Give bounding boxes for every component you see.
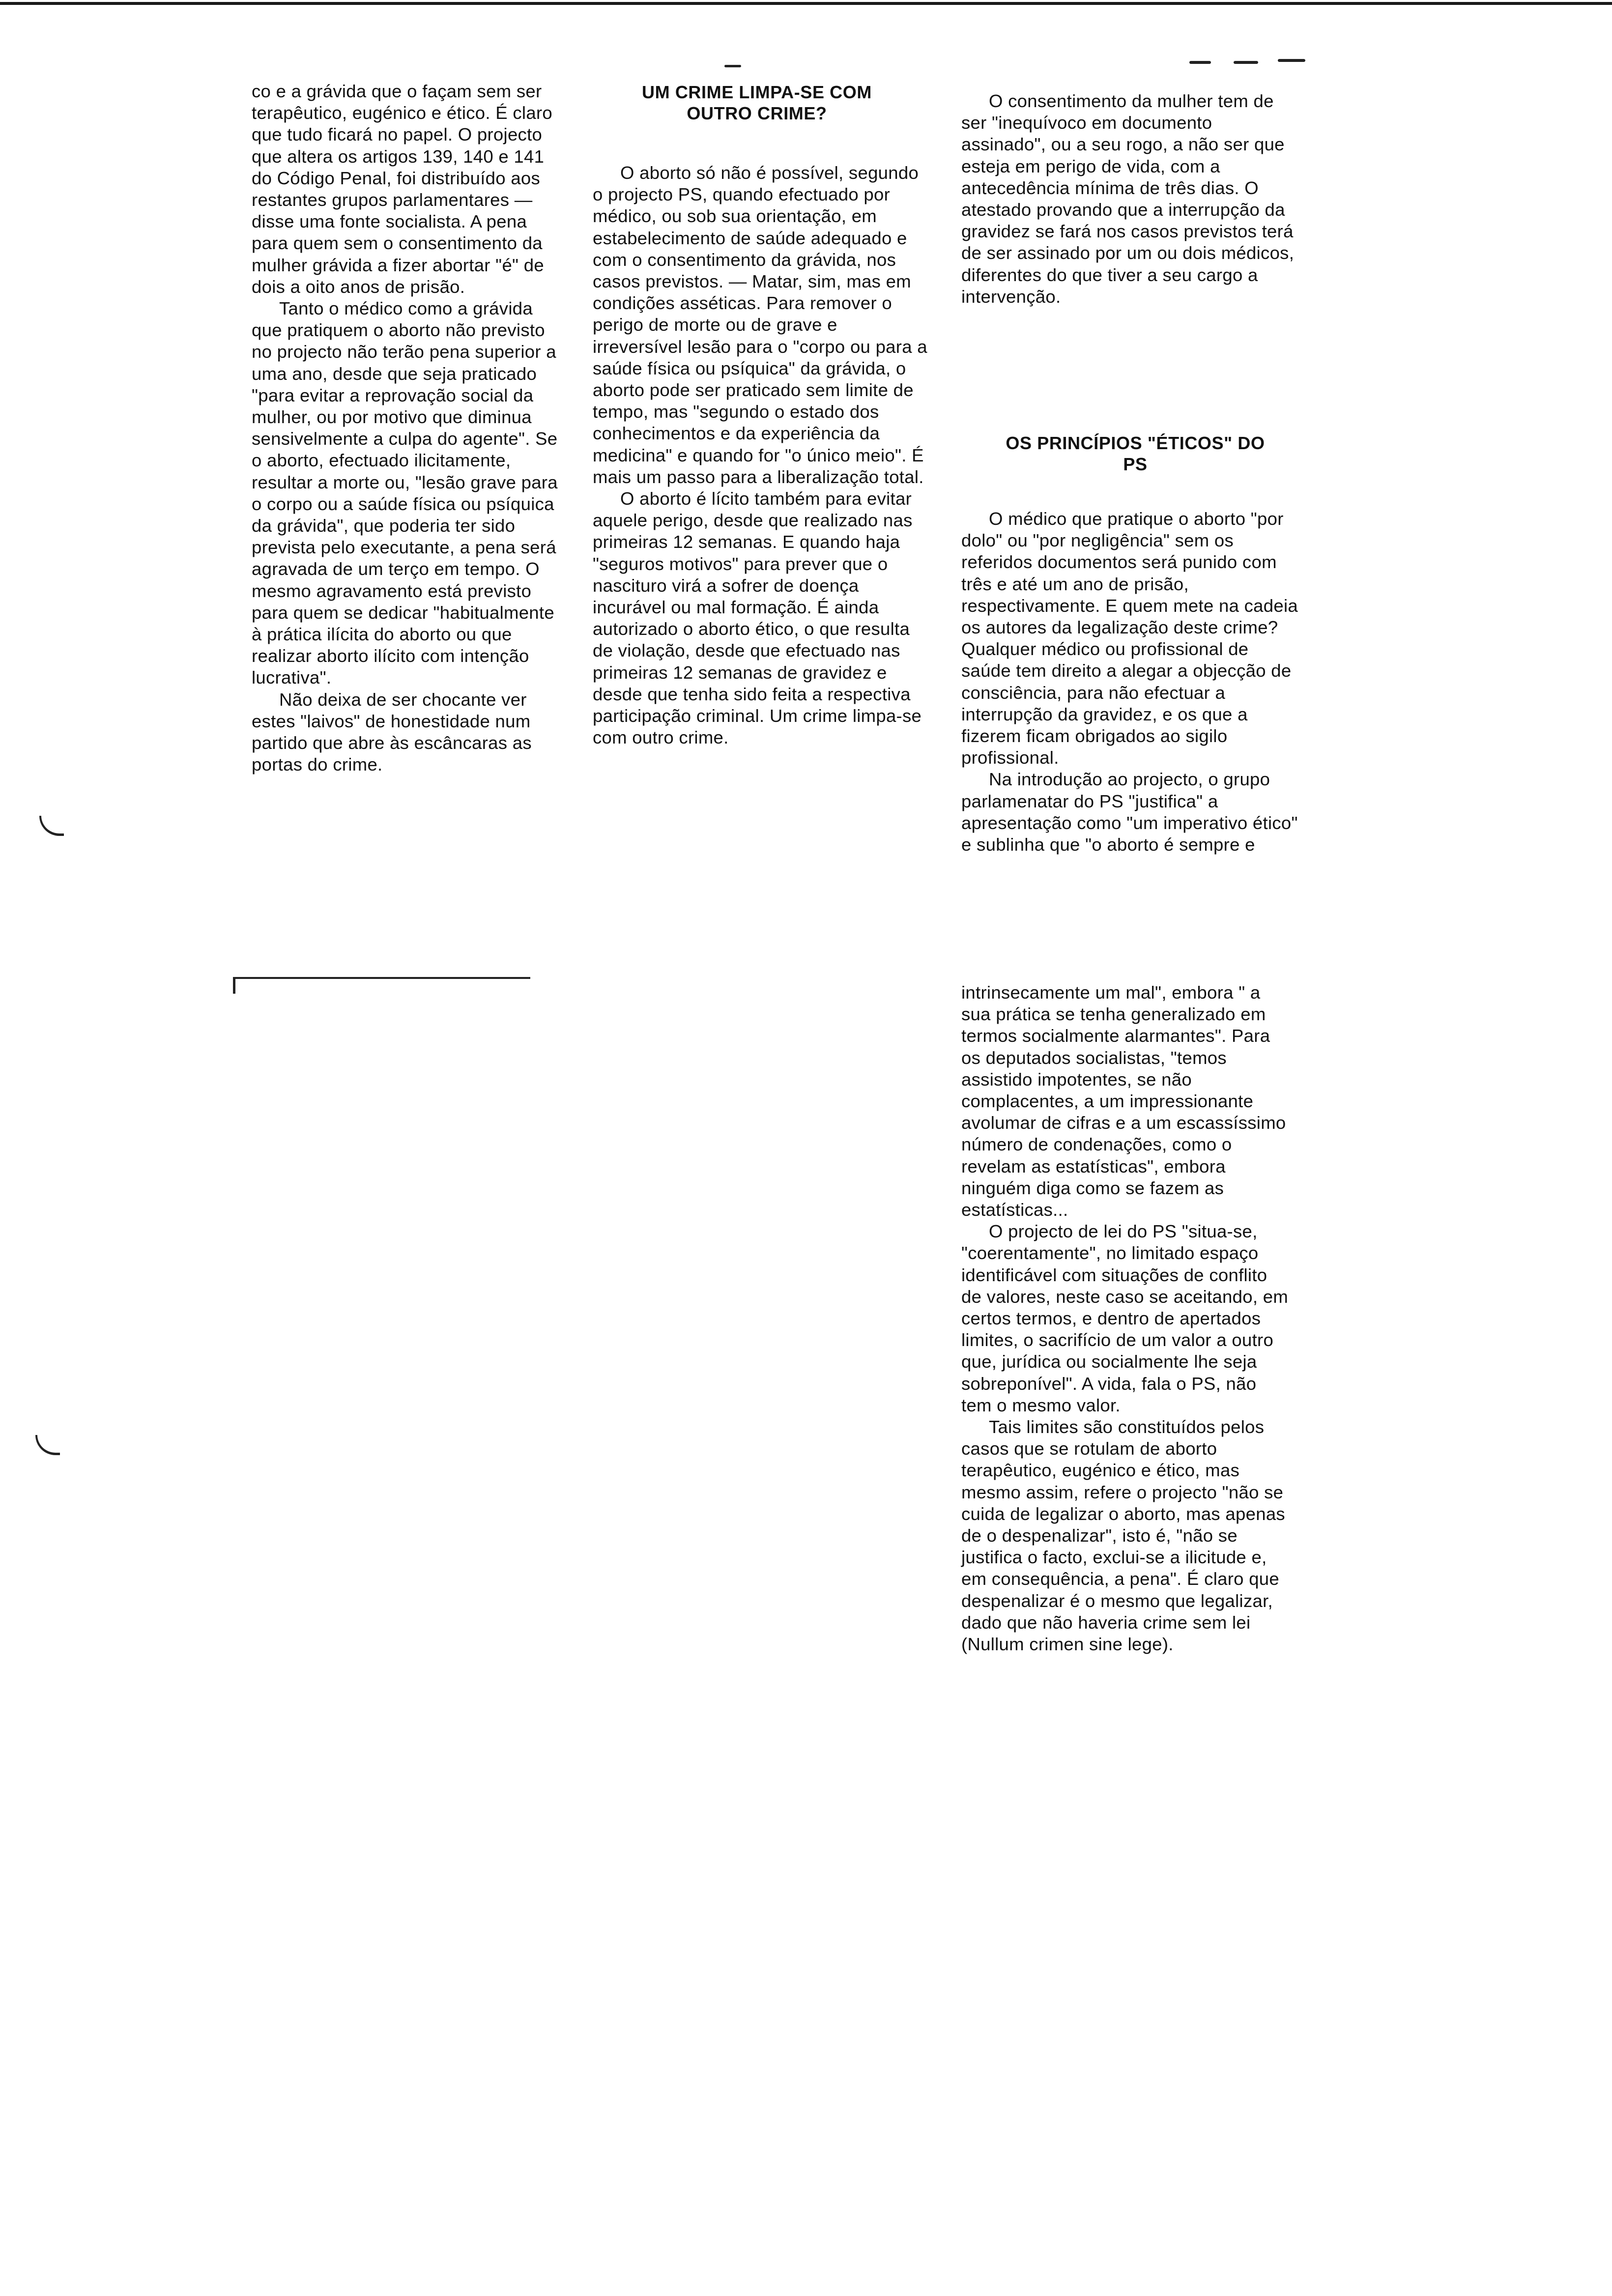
column-1 [252,81,566,776]
binding-hole-mark [39,816,64,836]
corner-dash [1278,59,1305,62]
column-3-bottom [961,982,1291,1655]
col1-paragraph-3: Não deixa de ser chocante ver estes "laivos" de honestidade num partido que abre às escâncaras as portas do crime. [252,689,532,775]
top-rule [0,2,1612,5]
column-2 [593,162,928,748]
col3-paragraph-1: O consentimento da mulher tem de ser "inequívoco em documento assinado", ou a seu rogo, a não ser que esteja em perigo de vida, com a antecedência mínima de três dias. O atestado provando que a interrupção da gravidez se fará nos casos previstos terá de ser assinado por um ou dois médicos, diferentes do que tiver a seu cargo a intervenção. [961,91,1295,307]
column-3-top [961,90,1301,308]
col3-paragraph-3: Na introdução ao projecto, o grupo parlamenatar do PS "justifica" a apresentação como "um imperativo ético" e sublinha que "o aborto é sempre e [961,769,1298,855]
col2-paragraph-1: O aborto só não é possível, segundo o projecto PS, quando efectuado por médico, ou sob sua orientação, em estabelecimento de saúde adequado e com o consentimento da grávida, nos casos previstos. — Matar, sim, mas em condições asséticas. Para remover o perigo de morte ou de grave e irreversível lesão para o "corpo ou para a saúde física ou psíquica" da grávida, o aborto pode ser praticado sem limite de tempo, mas "segundo o estado dos conhecimentos e da experiência da medicina" e quando for "o único meio". É mais um passo para a liberalização total. [593,163,927,487]
corner-dash [1189,61,1211,64]
col1-paragraph-1: co e a grávida que o façam sem ser terapêutico, eugénico e ético. É claro que tudo ficará no papel. O projecto que altera os artigos 139, 140 e 141 do Código Penal, foi distribuído aos restantes grupos parlamentares — disse uma fonte socialista. A pena para quem sem o consentimento da mulher grávida a fizer abortar "é" de dois a oito anos de prisão. [252,81,552,297]
col3-paragraph-2: O médico que pratique o aborto "por dolo" ou "por negligência" sem os referidos documentos será punido com três e até um ano de prisão, respectivamente. E quem mete na cadeia os autores da legalização deste crime? Qualquer médico ou profissional de saúde tem direito a alegar a objecção de consciência, para não efectuar a interrupção da gravidez, e os que a fizerem ficam obrigados ao sigilo profissional. [961,509,1298,768]
col3-paragraph-5: O projecto de lei do PS "situa-se, "coerentamente", no limitado espaço identificável com situações de conflito de valores, neste caso se aceitando, em certos termos, e dentro de apertados limites, o sacrifício de um valor a outro que, jurídica ou socialmente lhe seja sobreponível". A vida, fala o PS, não tem o mesmo valor. [961,1221,1289,1415]
heading-dash [724,65,741,67]
col3-paragraph-4: intrinsecamente um mal", embora " a sua prática se tenha generalizado em termos socialmente alarmantes". Para os deputados socialistas, "temos assistido impotentes, se não complacentes, a um impressionante avolumar de cifras e a um escassíssimo número de condenações, como o revelam as estatísticas", embora ninguém diga como se fazem as estatísticas... [961,982,1286,1220]
col2-paragraph-2: O aborto é lícito também para evitar aquele perigo, desde que realizado nas primeiras 12 semanas. E quando haja "seguros motivos" para prever que o nascituro virá a sofrer de doença incurável ou mal formação. É ainda autorizado o aborto ético, o que resulta de violação, desde que efectuado nas primeiras 12 semanas de gravidez e desde que tenha sido feita a respectiva participação criminal. Um crime limpa-se com outro crime. [593,488,922,748]
binding-hole-mark [35,1435,60,1455]
column-3-middle [961,508,1301,856]
column-end-bracket [233,977,530,994]
corner-dash [1234,61,1258,64]
col3-paragraph-6: Tais limites são constituídos pelos casos que se rotulam de aborto terapêutico, eugénico e ético, mas mesmo assim, refere o projecto "não se cuida de legalizar o aborto, mas apenas de o despenalizar", isto é, "não se justifica o facto, exclui-se a ilicitude e, em consequência, a pena". É claro que despenalizar é o mesmo que legalizar, dado que não haveria crime sem lei (Nullum crimen sine lege). [961,1417,1285,1655]
section-heading-um-crime: UM CRIME LIMPA-SE COM OUTRO CRIME? [642,82,872,123]
col1-paragraph-2: Tanto o médico como a grávida que pratiquem o aborto não previsto no projecto não terão pena superior a uma ano, desde que seja praticado "para evitar a reprovação social da mulher, ou por motivo que diminua sensivelmente a culpa do agente". Se o aborto, efectuado ilicitamente, resultar a morte ou, "lesão grave para o corpo ou a saúde física ou psíquica da grávida", que poderia ter sido prevista pelo executante, a pena será agravada de um terço em tempo. O mesmo agravamento está previsto para quem se dedicar "habitualmente à prática ilícita do aborto ou que realizar aborto ilícito com intenção lucrativa". [252,298,558,688]
section-heading-principios: OS PRINCÍPIOS "ÉTICOS" DO PS [1006,433,1265,474]
